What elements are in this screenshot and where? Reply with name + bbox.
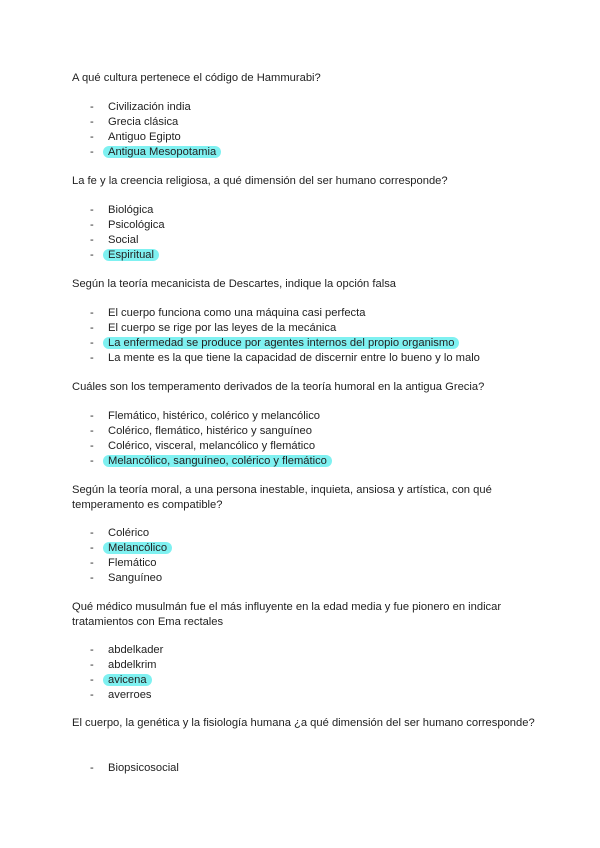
option-6a: - abdelkader <box>90 643 163 658</box>
option-7a: - Biopsicosocial <box>90 761 179 776</box>
option-6c-answer <box>90 673 163 688</box>
options-list-7 <box>90 761 179 776</box>
options-list-5 <box>90 526 172 586</box>
option-3a: - El cuerpo funciona como una máquina casi perfecta <box>90 306 480 321</box>
option-3d: - La mente es la que tiene la capacidad de discernir entre lo bueno y lo malo <box>90 351 480 366</box>
option-4a: - Flemático, histérico, colérico y melancólico <box>90 409 332 424</box>
question-6: Qué médico musulmán fue el más influyente en la edad media y fue pionero en indicar tratamientos con Ema rectales <box>72 601 502 628</box>
options-list-1 <box>90 100 221 160</box>
question-4: Cuáles son los temperamento derivados de la teoría humoral en la antigua Grecia? <box>72 381 485 393</box>
answer-highlight: Melancólico, sanguíneo, colérico y flemático <box>103 455 332 467</box>
question-7: El cuerpo, la genética y la fisiología humana ¿a qué dimensión del ser humano corresponde? <box>72 717 535 729</box>
option-2d-answer <box>90 248 165 263</box>
option-4b: - Colérico, flemático, histérico y sanguíneo <box>90 424 332 439</box>
option-3c-answer <box>90 336 480 351</box>
option-4c: - Colérico, visceral, melancólico y flemático <box>90 439 332 454</box>
option-5d: - Sanguíneo <box>90 571 172 586</box>
answer-highlight: avicena <box>103 674 152 686</box>
option-5b-answer <box>90 541 172 556</box>
option-6d: - averroes <box>90 688 163 703</box>
option-1d-answer <box>90 145 221 160</box>
answer-highlight: La enfermedad se produce por agentes internos del propio organismo <box>103 337 459 349</box>
option-1a: - Civilización india <box>90 100 221 115</box>
question-5: Según la teoría moral, a una persona inestable, inquieta, ansiosa y artística, con qué temperamento es compatible? <box>72 484 492 511</box>
option-1c: - Antiguo Egipto <box>90 130 221 145</box>
option-2c: - Social <box>90 233 165 248</box>
option-5c: - Flemático <box>90 556 172 571</box>
option-3b: - El cuerpo se rige por las leyes de la mecánica <box>90 321 480 336</box>
option-2b: - Psicológica <box>90 218 165 233</box>
option-2a: - Biológica <box>90 203 165 218</box>
option-1b: - Grecia clásica <box>90 115 221 130</box>
option-5a: - Colérico <box>90 526 172 541</box>
answer-highlight: Melancólico <box>103 542 172 554</box>
answer-highlight: Espiritual <box>103 249 159 261</box>
options-list-6 <box>90 643 163 703</box>
options-list-2 <box>90 203 165 263</box>
answer-highlight: Antigua Mesopotamia <box>103 146 221 158</box>
question-3: Según la teoría mecanicista de Descartes, indique la opción falsa <box>72 278 397 290</box>
option-4d-answer <box>90 454 332 469</box>
options-list-4 <box>90 409 332 469</box>
option-6b: - abdelkrim <box>90 658 163 673</box>
question-1: A qué cultura pertenece el código de Hammurabi? <box>72 72 321 84</box>
options-list-3 <box>90 306 480 366</box>
question-2: La fe y la creencia religiosa, a qué dimensión del ser humano corresponde? <box>72 175 448 187</box>
